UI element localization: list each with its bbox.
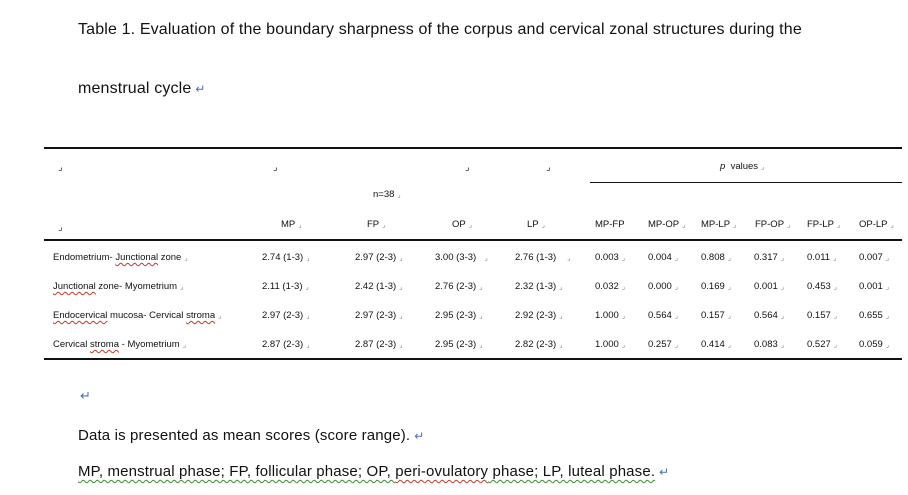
- cell-value: 2.32 (1-3): [515, 281, 557, 292]
- cell-value: 0.527: [807, 339, 831, 350]
- cell-value: 0.257: [648, 339, 672, 350]
- footnote-text: Data is presented as mean scores (score range).: [78, 427, 411, 444]
- cell-end-mark-icon: ⌟: [559, 284, 563, 291]
- col-header-text: MP: [281, 219, 296, 230]
- cell-value: 0.453: [807, 281, 831, 292]
- cell-value: 1.000: [595, 310, 619, 321]
- sample-size-label: [373, 189, 401, 200]
- return-arrow-icon: ↵: [659, 465, 670, 479]
- row-label-text: mucosa- Cervical: [107, 310, 187, 321]
- table-cell: [701, 310, 731, 321]
- row-label-text: stroma: [89, 339, 119, 350]
- cell-end-mark-icon: ⌟: [468, 222, 473, 229]
- table-cell: [701, 281, 731, 292]
- cell-value: 0.003: [595, 252, 619, 263]
- return-arrow-icon: ↵: [414, 429, 425, 443]
- table-cell: [754, 310, 784, 321]
- cell-end-mark-icon: ⌟: [674, 255, 679, 262]
- table-cell: [701, 339, 731, 350]
- cell-end-mark-icon: ⌟: [621, 284, 626, 291]
- cell-value: 2.87 (2-3): [262, 339, 304, 350]
- col-header-text: LP: [527, 219, 539, 230]
- row-label-text: Cervical: [53, 339, 90, 350]
- table-bottom-rule: [44, 358, 902, 360]
- col-header-mp: [281, 219, 302, 230]
- cell-value: 2.11 (1-3): [262, 281, 303, 292]
- return-arrow-icon: ↵: [195, 82, 206, 96]
- table-cell: [262, 281, 309, 292]
- cell-end-mark-icon: ⌟: [833, 284, 838, 291]
- cell-value: 2.97 (2-3): [355, 310, 397, 321]
- table-cell: [435, 281, 482, 292]
- table-cell: [515, 252, 570, 263]
- cell-end-mark-icon: ⌟: [567, 255, 571, 262]
- cell-end-mark-icon: ⌟: [479, 284, 483, 291]
- cell-value: 0.004: [648, 252, 672, 263]
- col-header-mp-op: [648, 219, 685, 230]
- cell-end-mark-icon: ⌟: [399, 255, 403, 262]
- table-cell: [807, 339, 837, 350]
- col-header-fp-op: [755, 219, 790, 230]
- row-label-endometrium-jz: [53, 252, 188, 263]
- cell-value: 2.42 (1-3): [355, 281, 397, 292]
- cell-value: 0.808: [701, 252, 725, 263]
- cell-end-mark-icon: ⌟: [465, 162, 470, 173]
- cell-end-mark-icon: ⌟: [890, 222, 894, 229]
- row-label-text: - Myometrium: [119, 339, 180, 350]
- cell-end-mark-icon: ⌟: [397, 192, 401, 199]
- cell-end-mark-icon: ⌟: [833, 255, 837, 262]
- cell-end-mark-icon: ⌟: [682, 222, 686, 229]
- table-cell: [859, 252, 889, 263]
- cell-value: 0.007: [859, 252, 883, 263]
- cell-end-mark-icon: ⌟: [621, 342, 626, 349]
- col-header-lp: [527, 219, 545, 230]
- footnote-text: phase; LP, luteal phase.: [488, 463, 656, 480]
- cell-value: 0.157: [807, 310, 831, 321]
- cell-end-mark-icon: ⌟: [885, 313, 890, 320]
- table-cell: [807, 252, 836, 263]
- cell-end-mark-icon: ⌟: [621, 313, 626, 320]
- footnote-text: peri-ovulatory: [395, 463, 489, 480]
- col-header-mp-lp: [701, 219, 736, 230]
- cell-value: 2.92 (2-3): [515, 310, 557, 321]
- col-header-text: FP: [367, 219, 380, 230]
- cell-end-mark-icon: ⌟: [833, 313, 838, 320]
- footnote-data-presentation: [78, 427, 424, 444]
- table-cell: [262, 339, 309, 350]
- cell-value: 0.001: [859, 281, 883, 292]
- table-cell: [262, 252, 309, 263]
- row-label-text: Junctional: [53, 281, 96, 292]
- cell-end-mark-icon: ⌟: [479, 313, 483, 320]
- cell-end-mark-icon: ⌟: [674, 284, 679, 291]
- cell-value: 2.97 (2-3): [262, 310, 304, 321]
- cell-end-mark-icon: ⌟: [298, 222, 302, 229]
- cell-end-mark-icon: ⌟: [559, 313, 563, 320]
- row-label-stroma-myometrium: [53, 339, 186, 350]
- cell-end-mark-icon: ⌟: [218, 313, 222, 320]
- table-cell: [435, 339, 482, 350]
- cell-value: 0.414: [701, 339, 725, 350]
- cell-value: 0.169: [701, 281, 725, 292]
- cell-end-mark-icon: ⌟: [674, 313, 679, 320]
- cell-value: 3.00 (3-3): [435, 252, 477, 263]
- col-header-text: MP-OP: [648, 219, 680, 230]
- row-label-text: zone: [158, 252, 182, 263]
- cell-end-mark-icon: ⌟: [399, 284, 403, 291]
- table-cell: [807, 281, 837, 292]
- cell-end-mark-icon: ⌟: [780, 284, 785, 291]
- pvalues-header: [720, 161, 764, 172]
- cell-end-mark-icon: ⌟: [306, 255, 310, 262]
- col-header-op-lp: [859, 219, 894, 230]
- table-cell: [754, 339, 784, 350]
- cell-end-mark-icon: ⌟: [306, 342, 310, 349]
- table-cell: [754, 252, 784, 263]
- cell-end-mark-icon: ⌟: [727, 284, 732, 291]
- cell-value: 0.317: [754, 252, 778, 263]
- cell-end-mark-icon: ⌟: [184, 255, 188, 262]
- row-label-text: Endometrium-: [53, 252, 116, 263]
- cell-end-mark-icon: ⌟: [382, 222, 386, 229]
- table-cell: [515, 339, 562, 350]
- table-header-rule: [44, 239, 902, 241]
- cell-value: 0.564: [754, 310, 778, 321]
- row-label-text: zone- Myometrium: [95, 281, 178, 292]
- table-cell: [355, 252, 402, 263]
- table-title-line1: [78, 21, 802, 39]
- footnote-abbreviations: [78, 463, 669, 480]
- cell-end-mark-icon: ⌟: [58, 222, 63, 233]
- cell-value: 0.564: [648, 310, 672, 321]
- table-cell: [595, 310, 625, 321]
- row-label-text: Junctional: [115, 252, 159, 263]
- table-cell: [435, 310, 482, 321]
- cell-end-mark-icon: ⌟: [885, 342, 890, 349]
- cell-end-mark-icon: ⌟: [305, 284, 309, 291]
- table-cell: [648, 281, 678, 292]
- cell-end-mark-icon: ⌟: [621, 255, 626, 262]
- cell-value: 0.157: [701, 310, 725, 321]
- cell-end-mark-icon: ⌟: [182, 342, 186, 349]
- col-header-text: OP-LP: [859, 219, 888, 230]
- cell-end-mark-icon: ⌟: [541, 222, 545, 229]
- cell-value: 2.87 (2-3): [355, 339, 397, 350]
- table-cell: [648, 339, 678, 350]
- table-cell: [807, 310, 837, 321]
- cell-end-mark-icon: ⌟: [727, 342, 732, 349]
- cell-end-mark-icon: ⌟: [399, 313, 403, 320]
- table-cell: [355, 281, 402, 292]
- cell-value: 0.655: [859, 310, 883, 321]
- table-cell: [859, 281, 889, 292]
- cell-value: 0.001: [754, 281, 778, 292]
- cell-end-mark-icon: ⌟: [479, 342, 483, 349]
- table-cell: [355, 310, 402, 321]
- cell-value: 2.95 (2-3): [435, 339, 477, 350]
- table-cell: [754, 281, 784, 292]
- col-header-mp-fp: [595, 219, 625, 230]
- cell-end-mark-icon: ⌟: [546, 162, 551, 173]
- cell-end-mark-icon: ⌟: [761, 164, 765, 171]
- cell-value: 0.000: [648, 281, 672, 292]
- table-cell: [515, 310, 562, 321]
- cell-end-mark-icon: ⌟: [306, 313, 310, 320]
- cell-end-mark-icon: ⌟: [885, 284, 890, 291]
- col-header-text: FP-OP: [755, 219, 785, 230]
- row-label-endocervical-stroma: [53, 310, 221, 321]
- cell-value: 2.97 (2-3): [355, 252, 397, 263]
- table-title-line2: [78, 80, 206, 98]
- col-header-text: OP: [452, 219, 466, 230]
- col-header-fp-lp: [807, 219, 840, 230]
- table-cell: [262, 310, 309, 321]
- table-cell: [859, 310, 889, 321]
- cell-end-mark-icon: ⌟: [180, 284, 184, 291]
- cell-value: 2.95 (2-3): [435, 310, 477, 321]
- cell-value: 1.000: [595, 339, 619, 350]
- n-label-text: n=38: [373, 189, 395, 200]
- row-label-text: Endocervical: [53, 310, 108, 321]
- col-header-text: MP-LP: [701, 219, 731, 230]
- return-arrow-icon: ↵: [80, 388, 91, 403]
- table-top-rule: [44, 147, 902, 149]
- cell-end-mark-icon: ⌟: [484, 255, 488, 262]
- table-cell: [595, 281, 625, 292]
- table-cell: [859, 339, 889, 350]
- pvalues-label: values: [730, 161, 759, 172]
- cell-end-mark-icon: ⌟: [836, 222, 841, 229]
- table-cell: [435, 252, 488, 263]
- cell-end-mark-icon: ⌟: [674, 342, 679, 349]
- cell-end-mark-icon: ⌟: [833, 342, 838, 349]
- col-header-text: MP-FP: [595, 219, 625, 230]
- cell-end-mark-icon: ⌟: [727, 255, 732, 262]
- cell-end-mark-icon: ⌟: [727, 313, 732, 320]
- cell-value: 2.76 (1-3): [515, 252, 557, 263]
- table-cell: [701, 252, 731, 263]
- table-cell: [648, 310, 678, 321]
- p-symbol: p: [720, 161, 726, 172]
- pvalues-span-rule: [590, 182, 902, 183]
- cell-end-mark-icon: ⌟: [58, 162, 63, 173]
- cell-value: 0.059: [859, 339, 883, 350]
- cell-value: 2.82 (2-3): [515, 339, 557, 350]
- cell-value: 0.083: [754, 339, 778, 350]
- col-header-op: [452, 219, 472, 230]
- cell-end-mark-icon: ⌟: [787, 222, 791, 229]
- cell-end-mark-icon: ⌟: [733, 222, 737, 229]
- cell-end-mark-icon: ⌟: [780, 255, 785, 262]
- cell-end-mark-icon: ⌟: [559, 342, 563, 349]
- cell-value: 2.74 (1-3): [262, 252, 304, 263]
- title-text-continued: menstrual cycle: [78, 80, 192, 97]
- footnote-text: MP, menstrual phase; FP, follicular phase; OP,: [78, 463, 396, 480]
- cell-end-mark-icon: ⌟: [780, 313, 785, 320]
- cell-value: 0.011: [807, 252, 831, 263]
- table-cell: [355, 339, 402, 350]
- cell-value: 2.76 (2-3): [435, 281, 477, 292]
- title-text: Table 1. Evaluation of the boundary sharpness of the corpus and cervical zonal structures during the: [78, 21, 802, 38]
- cell-end-mark-icon: ⌟: [885, 255, 890, 262]
- cell-end-mark-icon: ⌟: [399, 342, 403, 349]
- table-cell: [595, 252, 625, 263]
- col-header-fp: [367, 219, 385, 230]
- table-cell: [515, 281, 562, 292]
- table-cell: [595, 339, 625, 350]
- cell-end-mark-icon: ⌟: [273, 162, 278, 173]
- row-label-text: stroma: [186, 310, 216, 321]
- table-cell: [648, 252, 678, 263]
- row-label-jz-myometrium: [53, 281, 183, 292]
- cell-value: 0.032: [595, 281, 619, 292]
- col-header-text: FP-LP: [807, 219, 834, 230]
- cell-end-mark-icon: ⌟: [780, 342, 785, 349]
